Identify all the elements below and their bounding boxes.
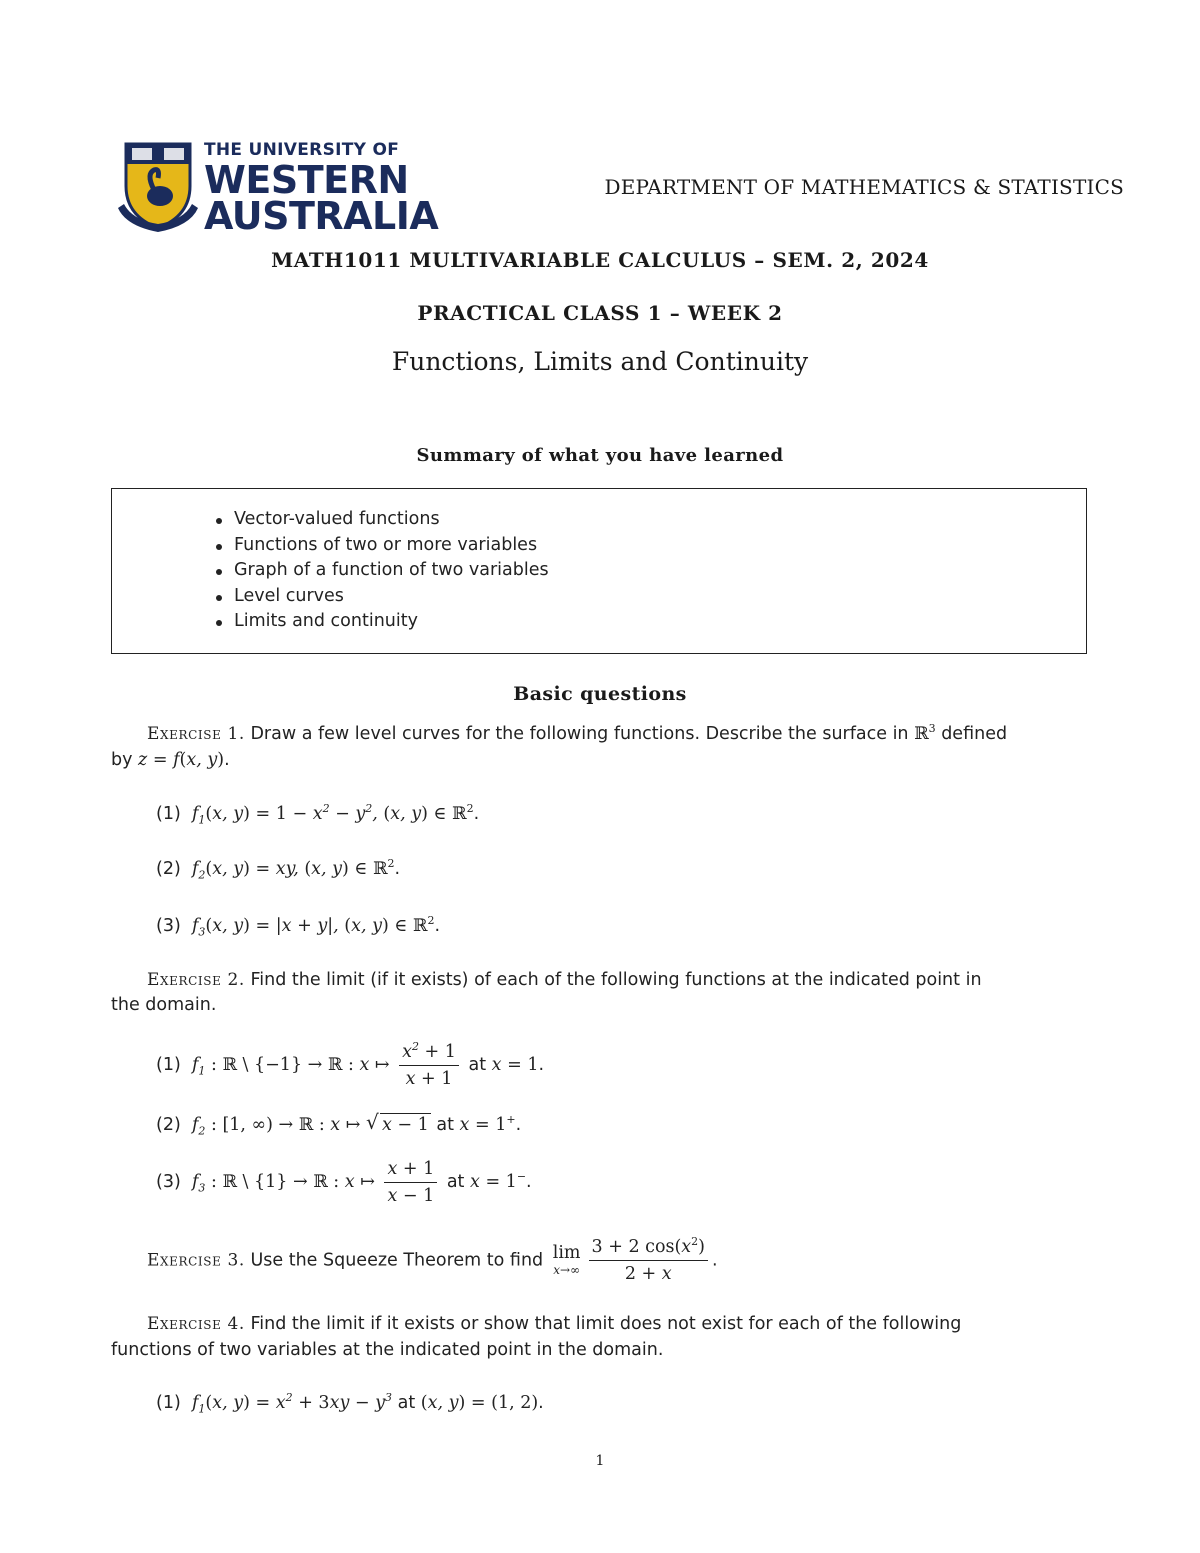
item-number: (1) [156,804,181,824]
exercise-4-line-2: functions of two variables at the indicated point in the domain. [111,1340,664,1360]
exercise-1-text-tail: defined [935,724,1008,744]
r3-symbol: ℝ$^3$ [914,722,936,744]
at-word: at [468,1055,487,1075]
exercise-4-label: Exercise 4. [147,1314,245,1334]
item-number: (3) [156,916,181,936]
exercise-1-item-1: (1) $f_1(x$, $y) = 1 - x^2 - y^2$, (x, y) ∈ ℝ$^2$. [156,802,480,827]
exercise-2-item-3: (3) $f_3$ : ℝ \ {1} → ℝ : x ↦ $\frac{x + 1}{x - 1}$ at x = 1−. [156,1159,532,1206]
logo-line-3: AUSTRALIA [204,194,439,238]
exercise-2-line-2: the domain. [111,995,217,1015]
course-title: MATH1011 MULTIVARIABLE CALCULUS – SEM. 2, 2024 [271,248,929,272]
university-logo [116,138,439,238]
exercise-3-label: Exercise 3. [147,1250,245,1271]
exercise-2-item-1: (1) $f_1$ : ℝ \ {−1} → ℝ : x ↦ $\frac{x^2 + 1}{x + 1}$ at x = 1. [156,1040,545,1089]
exercise-1-label: Exercise 1. [147,724,245,744]
logo-wordmark [204,140,439,238]
exercise-4-text: Find the limit if it exists or show that limit does not exist for each of the following [250,1314,962,1334]
summary-box [111,488,1087,654]
summary-heading: Summary of what you have learned [416,445,784,466]
exercise-4-line-1 [147,1311,961,1337]
item-number: (2) [156,859,181,879]
at-word: at [436,1115,454,1135]
page-number: 1 [595,1453,605,1469]
basic-questions-heading: Basic questions [513,683,687,705]
logo-line-2: WESTERN [204,158,409,202]
limit-operator: lim x→∞ [552,1243,581,1277]
exercise-2-text: Find the limit (if it exists) of each of the following functions at the indicated point in [250,970,982,990]
formula: $f_3$ : ℝ \ {1} → ℝ : x ↦ $\frac{x + 1}{x - 1}$ [192,1172,441,1192]
summary-item: Functions of two or more variables [212,533,549,559]
item-number: (2) [156,1115,181,1135]
at-word: at [397,1393,416,1413]
department-name: DEPARTMENT OF MATHEMATICS & STATISTICS [604,175,1124,199]
exercise-3-text: Use the Squeeze Theorem to find [250,1250,544,1271]
formula: $f_1(x$, $y) = x^2 + 3xy - y^3$ [191,1391,393,1416]
exercise-1-item-2: (2) $f_2(x$, y) = xy, (x, y) ∈ ℝ$^2$. [156,857,401,882]
exercise-1-line-2: by z = f(x, y). [111,750,230,770]
surface-equation: z = f(x, y) [138,750,225,770]
exercise-4-item-1: (1) $f_1(x$, $y) = x^2 + 3xy - y^3$ at (x, y) = (1, 2). [156,1391,544,1416]
exercise-1-text: Draw a few level curves for the following functions. Describe the surface in [250,724,915,744]
formula: $f_2$ : [1, ∞) → ℝ : x ↦ √ x − 1 [191,1110,429,1138]
crest-icon [116,138,200,233]
practical-title: PRACTICAL CLASS 1 – WEEK 2 [417,301,783,325]
summary-list [212,507,549,635]
formula: $f_1(x$, $y) = 1 - x^2 - y^2$, (x, y) ∈ ℝ$^2$ [191,802,474,827]
exercise-2-item-2: (2) $f_2$ : [1, ∞) → ℝ : x ↦ √ x − 1 at x = 1+. [156,1110,522,1138]
summary-item: Level curves [212,584,549,610]
exercise-2-label: Exercise 2. [147,970,245,990]
at-word: at [446,1172,465,1192]
formula: $f_1$ : ℝ \ {−1} → ℝ : x ↦ $\frac{x^2 + 1}{x + 1}$ [192,1055,463,1075]
exercise-1-item-3: (3) $f_3(x$, y) = |x + y|, (x, y) ∈ ℝ$^2$. [156,914,441,939]
squeeze-fraction: $\frac{3 + 2 \cos(x^2)}{2 + x}$ [589,1237,708,1284]
formula: $f_2(x$, y) = xy, (x, y) ∈ ℝ$^2$ [191,857,395,882]
exercise-2-line-1 [147,967,982,993]
summary-item: Limits and continuity [212,609,549,635]
topic-title: Functions, Limits and Continuity [391,347,809,376]
formula: $f_3(x$, y) = |x + y|, (x, y) ∈ ℝ$^2$ [191,914,435,939]
summary-item: Graph of a function of two variables [212,558,549,584]
exercise-3: Exercise 3. Use the Squeeze Theorem to find lim x→∞ $\frac{3 + 2 \cos(x^2)}{2 + x}$ . [147,1235,718,1284]
lim-word: lim [552,1243,581,1264]
exercise-1-line-1 [147,721,1007,747]
summary-item: Vector-valued functions [212,507,549,533]
item-number: (1) [156,1055,181,1075]
logo-line-1: THE UNIVERSITY OF [204,140,400,160]
exercise-1-text-by: by [111,750,139,770]
item-number: (1) [156,1393,181,1413]
item-number: (3) [156,1172,181,1192]
